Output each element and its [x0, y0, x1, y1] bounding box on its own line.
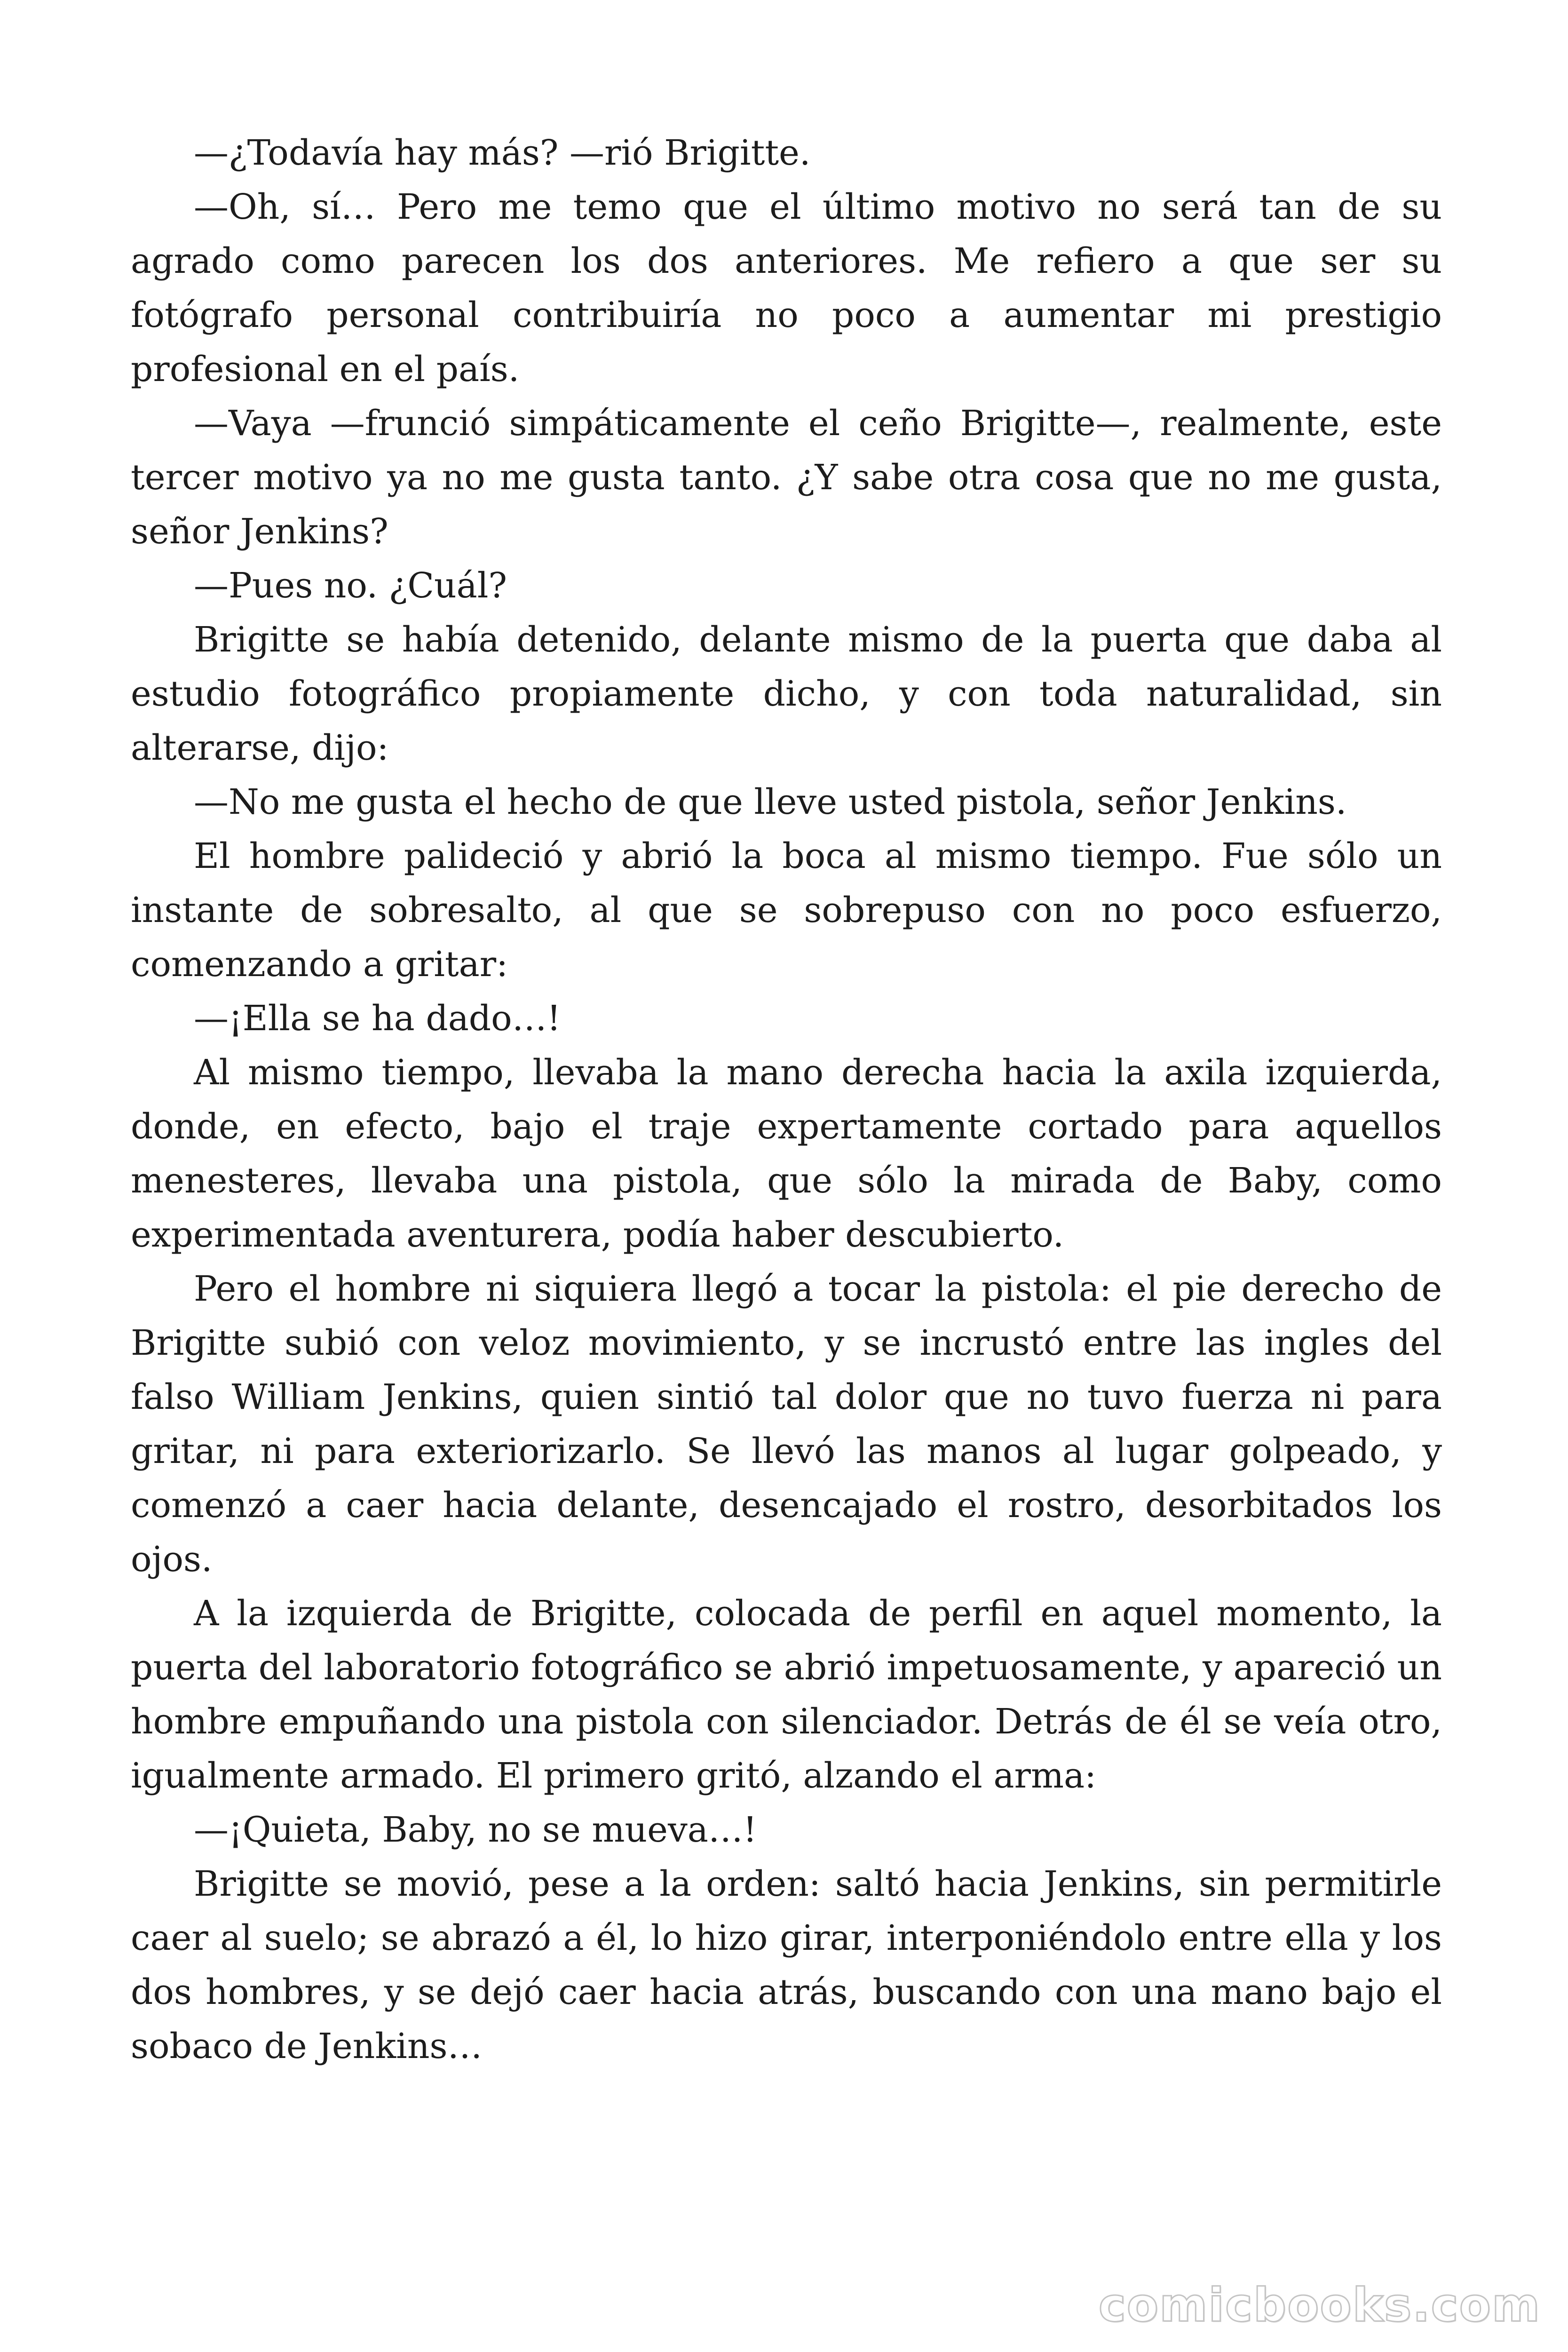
paragraph: —¿Todavía hay más? —rió Brigitte.	[194, 133, 811, 173]
paragraph: —Oh, sí… Pero me temo que el último motivo no será tan de su agrado como parecen los dos anteriores. Me refiero a que ser su fotógrafo personal contribuiría no poco a aumentar mi prestigio profesional en el país.	[131, 187, 1442, 389]
watermark-logo: comicbooks.com	[1098, 2279, 1541, 2332]
paragraph: —¡Quieta, Baby, no se mueva…!	[194, 1810, 757, 1850]
paragraph: —Vaya —frunció simpáticamente el ceño Brigitte—, realmente, este tercer motivo ya no me gusta tanto. ¿Y sabe otra cosa que no me gusta, señor Jenkins?	[131, 403, 1442, 552]
paragraph: —No me gusta el hecho de que lleve usted pistola, señor Jenkins.	[194, 782, 1347, 822]
paragraph: Pero el hombre ni siquiera llegó a tocar la pistola: el pie derecho de Brigitte subió con veloz movimiento, y se incrustó entre las ingles del falso William Jenkins, quien sintió tal dolor que no tuvo fuerza ni para gritar, ni para exteriorizarlo. Se llevó las manos al lugar golpeado, y comenzó a caer hacia delante, desencajado el rostro, desorbitados los ojos.	[131, 1269, 1442, 1580]
paragraph: El hombre palideció y abrió la boca al mismo tiempo. Fue sólo un instante de sobresalto, al que se sobrepuso con no poco esfuerzo, comenzando a gritar:	[131, 836, 1442, 985]
paragraph: Brigitte se había detenido, delante mismo de la puerta que daba al estudio fotográfico propiamente dicho, y con toda naturalidad, sin alterarse, dijo:	[131, 620, 1442, 768]
paragraph: A la izquierda de Brigitte, colocada de perfil en aquel momento, la puerta del laboratorio fotográfico se abrió impetuosamente, y apareció un hombre empuñando una pistola con silenciador. Detrás de él se veía otro, igualmente armado. El primero gritó, alzando el arma:	[131, 1593, 1442, 1796]
paragraph: Brigitte se movió, pese a la orden: saltó hacia Jenkins, sin permitirle caer al suelo; se abrazó a él, lo hizo girar, interponiéndolo entre ella y los dos hombres, y se dejó caer hacia atrás, buscando con una mano bajo el sobaco de Jenkins…	[131, 1864, 1442, 2066]
paragraph: —Pues no. ¿Cuál?	[194, 565, 507, 606]
book-page-text	[131, 126, 1442, 2074]
paragraph: —¡Ella se ha dado…!	[194, 998, 561, 1039]
paragraph: Al mismo tiempo, llevaba la mano derecha hacia la axila izquierda, donde, en efecto, bajo el traje expertamente cortado para aquellos menesteres, llevaba una pistola, que sólo la mirada de Baby, como experimentada aventurera, podía haber descubierto.	[131, 1052, 1442, 1255]
